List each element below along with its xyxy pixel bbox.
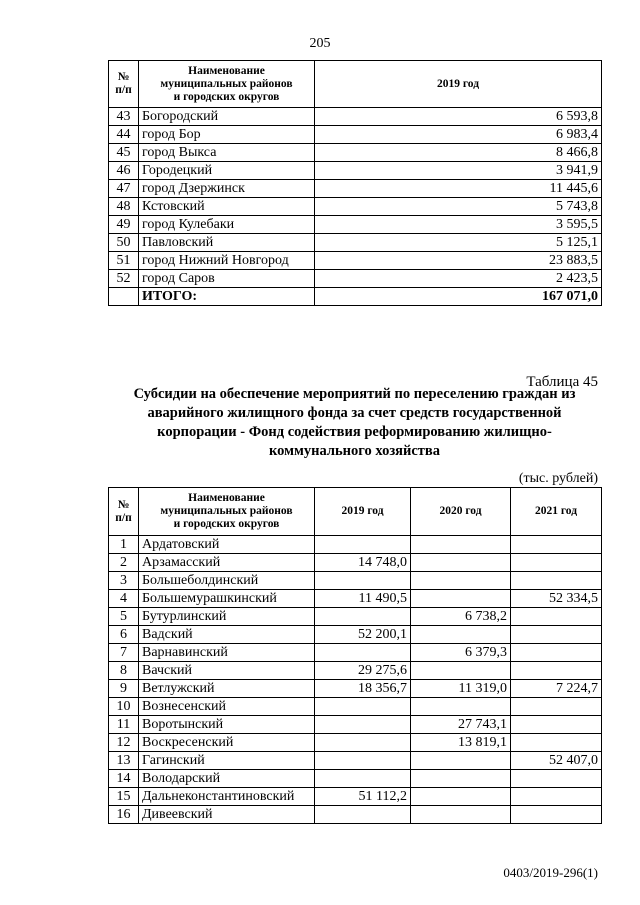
value-2019: 8 466,8 xyxy=(315,144,602,162)
table-row xyxy=(109,162,602,180)
header-2020: 2020 год xyxy=(411,488,511,536)
municipality-name: Бутурлинский xyxy=(139,608,315,626)
value-2019 xyxy=(315,698,411,716)
municipality-name: Вознесенский xyxy=(139,698,315,716)
value-2019: 11 490,5 xyxy=(315,590,411,608)
value-2020 xyxy=(411,770,511,788)
row-number: 44 xyxy=(109,126,139,144)
municipality-name: город Саров xyxy=(139,270,315,288)
value-2021 xyxy=(511,788,602,806)
value-2019 xyxy=(315,608,411,626)
municipality-name: Арзамасский xyxy=(139,554,315,572)
table-row xyxy=(109,608,602,626)
row-number: 50 xyxy=(109,234,139,252)
table-row xyxy=(109,734,602,752)
table-row xyxy=(109,180,602,198)
table-row xyxy=(109,252,602,270)
value-2019: 6 593,8 xyxy=(315,108,602,126)
table-title: Субсидии на обеспечение мероприятий по переселению граждан из аварийного жилищного фонда за счет средств государственной корпорации - Фонд содействия реформированию жилищно-коммунального хозяйства xyxy=(133,386,576,459)
total-value-2019: 167 071,0 xyxy=(315,288,602,306)
table-row xyxy=(109,234,602,252)
municipality-name: Павловский xyxy=(139,234,315,252)
total-label: ИТОГО: xyxy=(139,288,315,306)
value-2019: 14 748,0 xyxy=(315,554,411,572)
table-row xyxy=(109,108,602,126)
value-2021 xyxy=(511,806,602,824)
value-2020 xyxy=(411,662,511,680)
municipality-name: город Дзержинск xyxy=(139,180,315,198)
table-row xyxy=(109,806,602,824)
table-row xyxy=(109,144,602,162)
table-row xyxy=(109,752,602,770)
municipality-name: Богородский xyxy=(139,108,315,126)
value-2020 xyxy=(411,788,511,806)
municipality-name: город Выкса xyxy=(139,144,315,162)
value-2021 xyxy=(511,734,602,752)
total-num-cell xyxy=(109,288,139,306)
table-row xyxy=(109,770,602,788)
table-1-header-row xyxy=(109,61,602,108)
table-1 xyxy=(108,60,602,306)
value-2021 xyxy=(511,698,602,716)
row-number: 49 xyxy=(109,216,139,234)
value-2019: 2 423,5 xyxy=(315,270,602,288)
value-2020 xyxy=(411,626,511,644)
municipality-name: Кстовский xyxy=(139,198,315,216)
table-row xyxy=(109,680,602,698)
row-number: 10 xyxy=(109,698,139,716)
row-number: 45 xyxy=(109,144,139,162)
header-2019: 2019 год xyxy=(315,488,411,536)
table-row xyxy=(109,644,602,662)
value-2019: 51 112,2 xyxy=(315,788,411,806)
table-caption: Таблица 45 xyxy=(526,374,598,390)
value-2021 xyxy=(511,626,602,644)
document-code: 0403/2019-296(1) xyxy=(503,865,598,880)
municipality-name: Володарский xyxy=(139,770,315,788)
row-number: 8 xyxy=(109,662,139,680)
municipality-name: Большемурашкинский xyxy=(139,590,315,608)
municipality-name: Дивеевский xyxy=(139,806,315,824)
value-2020 xyxy=(411,572,511,590)
header-num xyxy=(109,61,139,108)
value-2019: 52 200,1 xyxy=(315,626,411,644)
value-2019 xyxy=(315,536,411,554)
row-number: 13 xyxy=(109,752,139,770)
value-2020 xyxy=(411,806,511,824)
value-2021: 7 224,7 xyxy=(511,680,602,698)
row-number: 43 xyxy=(109,108,139,126)
row-number: 7 xyxy=(109,644,139,662)
table-2 xyxy=(108,487,602,824)
municipality-name: город Нижний Новгород xyxy=(139,252,315,270)
row-number: 51 xyxy=(109,252,139,270)
value-2020 xyxy=(411,554,511,572)
table-row xyxy=(109,536,602,554)
value-2020 xyxy=(411,752,511,770)
value-2019 xyxy=(315,734,411,752)
row-number: 16 xyxy=(109,806,139,824)
municipality-name: город Кулебаки xyxy=(139,216,315,234)
row-number: 9 xyxy=(109,680,139,698)
table-row xyxy=(109,572,602,590)
municipality-name: Вачский xyxy=(139,662,315,680)
value-2021 xyxy=(511,572,602,590)
total-row xyxy=(109,288,602,306)
municipality-name: Гагинский xyxy=(139,752,315,770)
value-2021 xyxy=(511,554,602,572)
table-row xyxy=(109,216,602,234)
value-2019 xyxy=(315,806,411,824)
page-number: 205 xyxy=(309,36,331,51)
municipality-name: Большеболдинский xyxy=(139,572,315,590)
row-number: 12 xyxy=(109,734,139,752)
table-row xyxy=(109,554,602,572)
value-2019 xyxy=(315,644,411,662)
value-2020: 13 819,1 xyxy=(411,734,511,752)
value-2021: 52 334,5 xyxy=(511,590,602,608)
value-2019: 18 356,7 xyxy=(315,680,411,698)
municipality-name: Воротынский xyxy=(139,716,315,734)
table-row xyxy=(109,626,602,644)
value-2020 xyxy=(411,590,511,608)
municipality-name: Вадский xyxy=(139,626,315,644)
row-number: 15 xyxy=(109,788,139,806)
table-2-header-row xyxy=(109,488,602,536)
value-2019: 6 983,4 xyxy=(315,126,602,144)
value-2019: 23 883,5 xyxy=(315,252,602,270)
table-row xyxy=(109,198,602,216)
value-2021 xyxy=(511,770,602,788)
header-num-text: № п/п xyxy=(115,71,132,96)
value-2019: 3 941,9 xyxy=(315,162,602,180)
row-number: 4 xyxy=(109,590,139,608)
value-2020 xyxy=(411,536,511,554)
municipality-name: Ветлужский xyxy=(139,680,315,698)
table-row xyxy=(109,270,602,288)
table-row xyxy=(109,126,602,144)
table-2-body xyxy=(109,536,602,824)
row-number: 3 xyxy=(109,572,139,590)
header-2021: 2021 год xyxy=(511,488,602,536)
municipality-name: Варнавинский xyxy=(139,644,315,662)
value-2019: 11 445,6 xyxy=(315,180,602,198)
municipality-name: Ардатовский xyxy=(139,536,315,554)
value-2021 xyxy=(511,644,602,662)
value-2019: 3 595,5 xyxy=(315,216,602,234)
value-2019 xyxy=(315,770,411,788)
value-2020: 6 738,2 xyxy=(411,608,511,626)
value-2020: 27 743,1 xyxy=(411,716,511,734)
header-num xyxy=(109,488,139,536)
header-name xyxy=(139,61,315,108)
value-2019: 5 125,1 xyxy=(315,234,602,252)
header-name-text: Наименование муниципальных районов и городских округов xyxy=(160,492,293,530)
table-row xyxy=(109,716,602,734)
value-2019: 29 275,6 xyxy=(315,662,411,680)
row-number: 46 xyxy=(109,162,139,180)
value-2019 xyxy=(315,716,411,734)
row-number: 1 xyxy=(109,536,139,554)
municipality-name: Дальнеконстантиновский xyxy=(139,788,315,806)
municipality-name: Воскресенский xyxy=(139,734,315,752)
table-row xyxy=(109,662,602,680)
value-2021 xyxy=(511,662,602,680)
table-row xyxy=(109,698,602,716)
row-number: 48 xyxy=(109,198,139,216)
value-2020: 6 379,3 xyxy=(411,644,511,662)
row-number: 52 xyxy=(109,270,139,288)
row-number: 2 xyxy=(109,554,139,572)
value-2020: 11 319,0 xyxy=(411,680,511,698)
header-num-text: № п/п xyxy=(115,498,132,524)
value-2019: 5 743,8 xyxy=(315,198,602,216)
header-name xyxy=(139,488,315,536)
value-2021 xyxy=(511,608,602,626)
header-name-text: Наименование муниципальных районов и городских округов xyxy=(160,64,293,103)
municipality-name: Городецкий xyxy=(139,162,315,180)
row-number: 11 xyxy=(109,716,139,734)
unit-label: (тыс. рублей) xyxy=(518,471,598,486)
value-2020 xyxy=(411,698,511,716)
value-2019 xyxy=(315,572,411,590)
header-2019: 2019 год xyxy=(315,61,602,108)
value-2021 xyxy=(511,536,602,554)
row-number: 5 xyxy=(109,608,139,626)
municipality-name: город Бор xyxy=(139,126,315,144)
table-1-body xyxy=(109,108,602,306)
value-2021 xyxy=(511,716,602,734)
row-number: 47 xyxy=(109,180,139,198)
row-number: 14 xyxy=(109,770,139,788)
table-row xyxy=(109,590,602,608)
value-2019 xyxy=(315,752,411,770)
row-number: 6 xyxy=(109,626,139,644)
table-row xyxy=(109,788,602,806)
value-2021: 52 407,0 xyxy=(511,752,602,770)
